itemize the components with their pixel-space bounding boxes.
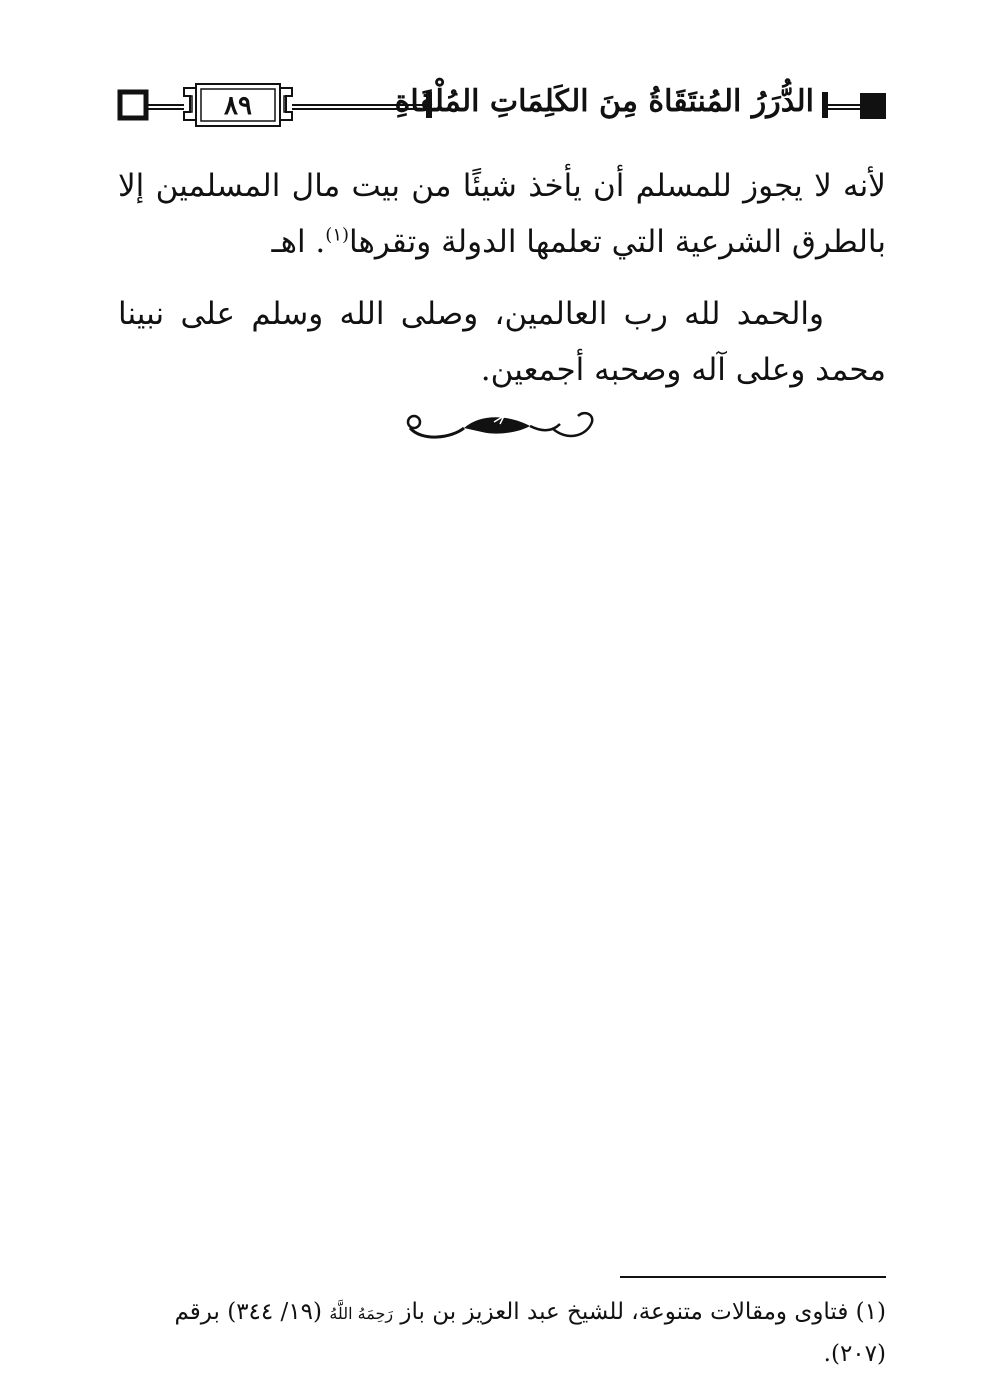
footnote-1 [118, 1292, 886, 1374]
page-number: ٨٩ [224, 91, 252, 121]
footnote-reference[interactable]: (١) [325, 224, 350, 246]
main-text [118, 158, 886, 414]
paragraph-2 [118, 286, 886, 398]
footnote-1-honorific: رَحِمَهُ اللَّهُ [329, 1304, 394, 1323]
paragraph-1-text: لأنه لا يجوز للمسلم أن يأخذ شيئًا من بيت مال المسلمين إلا بالطرق الشرعية التي تعلمها الدولة وتقرها [118, 168, 886, 260]
paragraph-1-tail: . اهـ [271, 224, 326, 260]
paragraph-1 [118, 158, 886, 270]
footnote-1-text: (١) فتاوى ومقالات متنوعة، للشيخ عبد العزيز بن باز [400, 1299, 886, 1325]
floral-divider-icon [402, 402, 602, 446]
footnote-separator [620, 1276, 886, 1278]
page-header [0, 0, 1004, 140]
book-title: الدُّرَرُ المُنتَقَاةُ مِنَ الكَلِمَاتِ المُلْقَاةِ [394, 84, 814, 119]
footnote-1-tail: (١٩/ ٣٤٤) برقم (٢٠٧). [174, 1299, 886, 1367]
paragraph-2-text: والحمد لله رب العالمين، وصلى الله وسلم على نبينا محمد وعلى آله وصحبه أجمعين. [118, 296, 886, 388]
